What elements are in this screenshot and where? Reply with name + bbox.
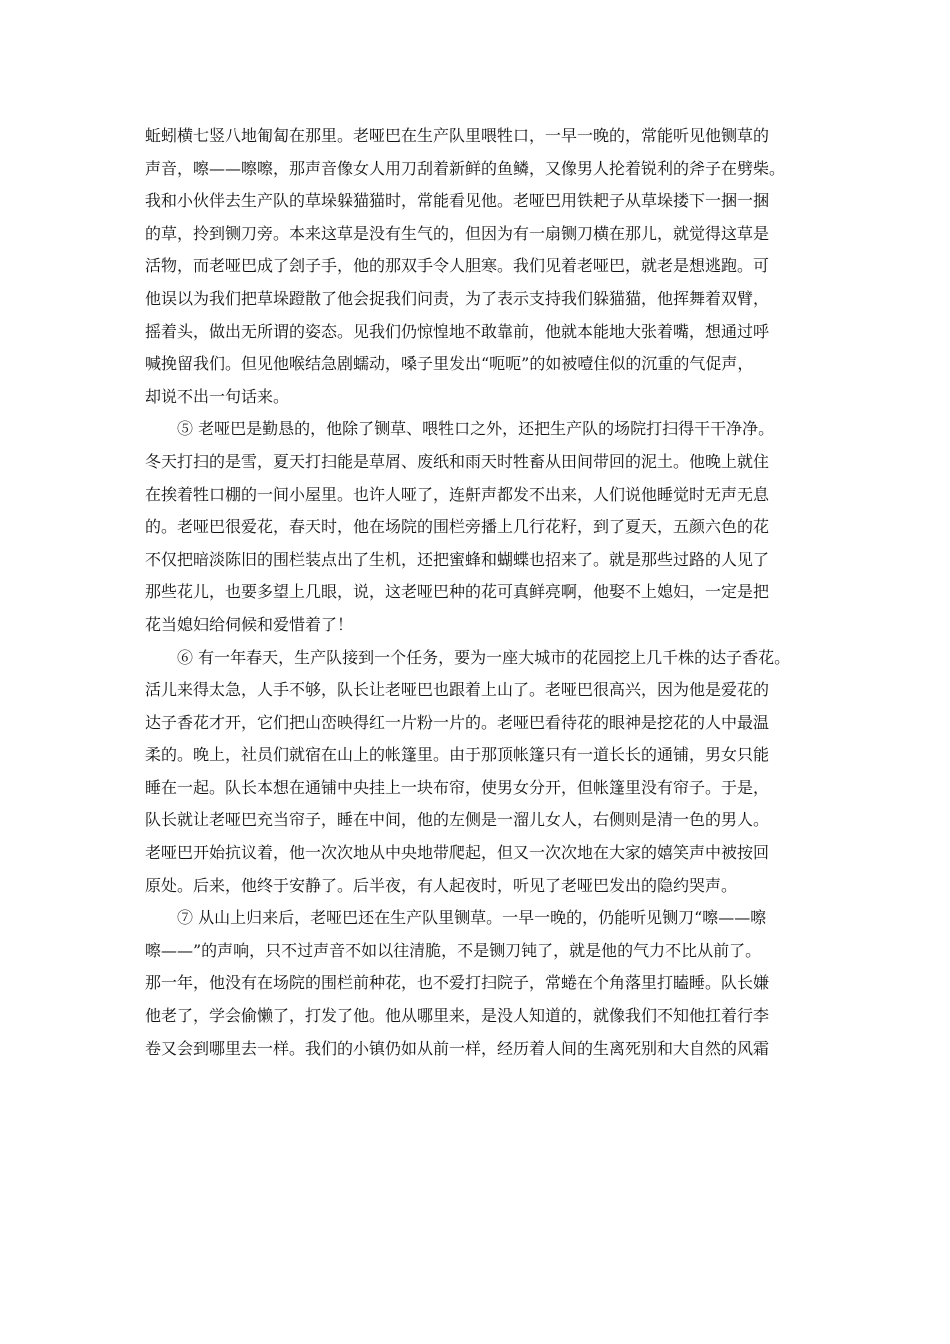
paragraph-5-start: ⑤ 老哑巴是勤恳的，他除了铡草、喂牲口之外，还把生产队的场院打扫得干干净净。 (177, 419, 775, 439)
text-line: 摇着头，做出无所谓的姿态。见我们仍惊惶地不敢靠前，他就本能地大张着嘴，想通过呼 (145, 321, 770, 341)
text-line: 活物，而老哑巴成了刽子手，他的那双手令人胆寒。我们见着老哑巴，就老是想逃跑。可 (145, 256, 770, 276)
text-line: 不仅把暗淡陈旧的围栏装点出了生机，还把蜜蜂和蝴蝶也招来了。就是那些过路的人见了 (145, 549, 770, 569)
text-line: 那一年，他没有在场院的围栏前种花，也不爱打扫院子，常蜷在个角落里打瞌睡。队长嫌 (145, 973, 770, 993)
paragraph-7-start: ⑦ 从山上归来后，老哑巴还在生产队里铡草。一早一晚的，仍能听见铡刀“嚓——嚓 (177, 908, 767, 928)
text-line: 达子香花才开，它们把山峦映得红一片粉一片的。老哑巴看待花的眼神是挖花的人中最温 (145, 712, 770, 732)
text-line: 却说不出一句话来。 (145, 386, 290, 406)
text-line: 原处。后来，他终于安静了。后半夜，有人起夜时，听见了老哑巴发出的隐约哭声。 (145, 875, 738, 895)
text-line: 在挨着牲口棚的一间小屋里。也许人哑了，连鼾声都发不出来，人们说他睡觉时无声无息 (145, 484, 770, 504)
text-line: 老哑巴开始抗议着，他一次次地从中央地带爬起，但又一次次地在大家的嬉笑声中被按回 (145, 843, 770, 863)
text-line: 蚯蚓横七竖八地匍匐在那里。老哑巴在生产队里喂牲口，一早一晚的，常能听见他铡草的 (145, 126, 770, 145)
body-text (145, 120, 815, 1065)
text-line: 的草，拎到铡刀旁。本来这草是没有生气的，但因为有一扇铡刀横在那儿，就觉得这草是 (145, 223, 770, 243)
paragraph-6-start: ⑥ 有一年春天，生产队接到一个任务，要为一座大城市的花园挖上几千株的达子香花。 (177, 647, 791, 667)
text-line: 睡在一起。队长本想在通铺中央挂上一块布帘，使男女分开，但帐篷里没有帘子。于是， (145, 777, 770, 797)
text-line: 冬天打扫的是雪，夏天打扫能是草屑、废纸和雨天时牲畜从田间带回的泥土。他晚上就住 (145, 451, 770, 471)
text-line: 他误以为我们把草垛蹬散了他会捉我们问责，为了表示支持我们躲猫猫，他挥舞着双臂， (145, 288, 770, 308)
text-line: 他老了，学会偷懒了，打发了他。他从哪里来，是没人知道的，就像我们不知他扛着行李 (145, 1006, 770, 1026)
text-line: 那些花儿，也要多望上几眼，说，这老哑巴种的花可真鲜亮啊，他娶不上媳妇，一定是把 (145, 582, 770, 602)
text-line: 声音，嚓——嚓嚓，那声音像女人用刀刮着新鲜的鱼鳞，又像男人抡着锐利的斧子在劈柴。 (145, 158, 786, 178)
text-line: 我和小伙伴去生产队的草垛躲猫猫时，常能看见他。老哑巴用铁耙子从草垛搂下一捆一捆 (145, 191, 770, 211)
text-line: 队长就让老哑巴充当帘子，睡在中间，他的左侧是一溜儿女人，右侧则是清一色的男人。 (145, 810, 770, 830)
text-line: 嚓——”的声响，只不过声音不如以往清脆，不是铡刀钝了，就是他的气力不比从前了。 (145, 940, 762, 960)
text-line: 喊挽留我们。但见他喉结急剧蠕动，嗓子里发出“呃呃”的如被噎住似的沉重的气促声， (145, 354, 754, 374)
text-line: 柔的。晚上，社员们就宿在山上的帐篷里。由于那顶帐篷只有一道长长的通铺，男女只能 (145, 745, 770, 765)
text-line: 花当媳妇给伺候和爱惜着了！ (145, 614, 354, 634)
text-line: 的。老哑巴很爱花，春天时，他在场院的围栏旁播上几行花籽，到了夏天，五颜六色的花 (145, 517, 770, 537)
text-line: 卷又会到哪里去一样。我们的小镇仍如从前一样，经历着人间的生离死别和大自然的风霜 (145, 1038, 770, 1058)
text-line: 活儿来得太急，人手不够，队长让老哑巴也跟着上山了。老哑巴很高兴，因为他是爱花的 (145, 680, 770, 700)
